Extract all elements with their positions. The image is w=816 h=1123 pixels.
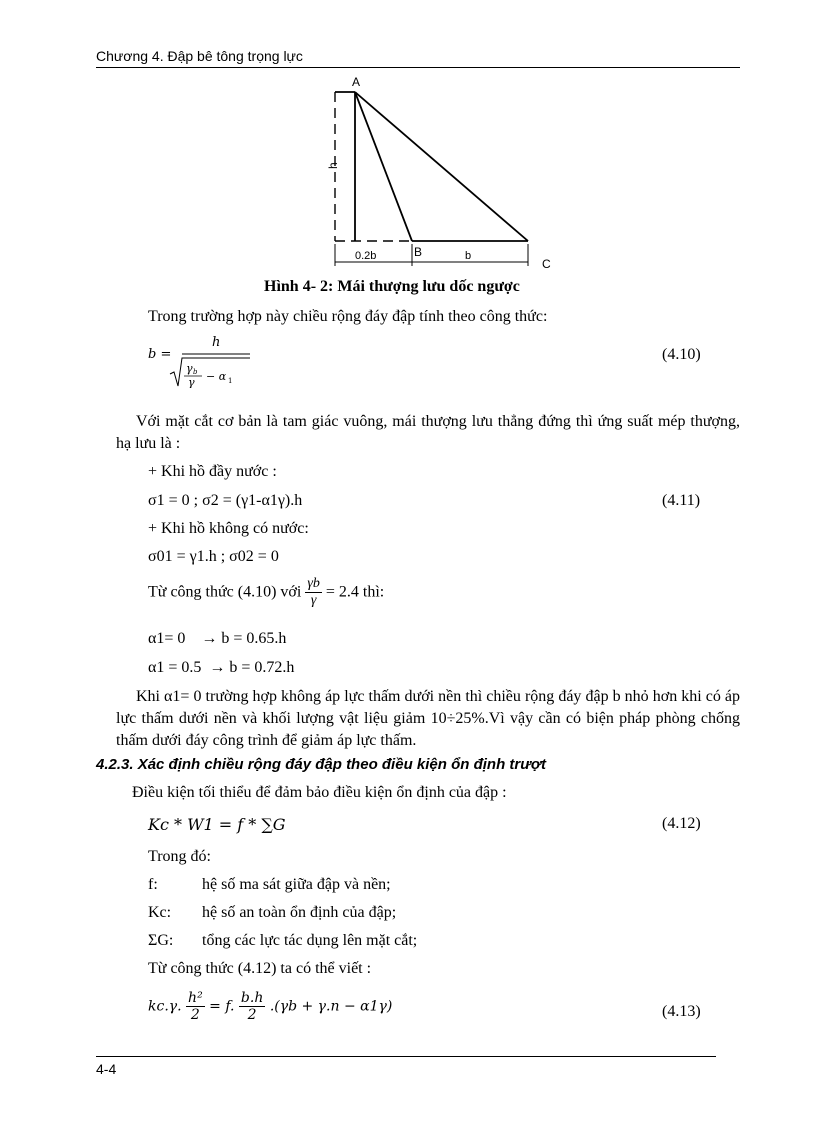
header-rule xyxy=(96,67,740,68)
case-full-reservoir: + Khi hồ đầy nước : xyxy=(148,463,277,480)
svg-text:b: b xyxy=(193,368,198,376)
section-heading: 4.2.3. Xác định chiều rộng đáy đập theo điều kiện ổn định trượt xyxy=(96,756,546,773)
dam-cross-section-figure xyxy=(320,74,560,274)
gamma-ratio: $\frac{\gamma b}{\gamma}$ xyxy=(307,576,320,608)
from-formula-pre: Từ công thức (4.10) với xyxy=(148,583,302,601)
def-desc: hệ số an toàn ổn định của đập; xyxy=(202,904,397,921)
paragraph-4: Điều kiện tối thiểu để đảm bảo điều kiện ổn định của đập : xyxy=(132,784,507,801)
equation-empty: σ01 = γ1.h ; σ02 = 0 xyxy=(148,548,279,565)
svg-text:− α: − α xyxy=(206,370,227,383)
page-header: Chương 4. Đập bê tông trọng lực xyxy=(96,48,303,64)
def-desc: hệ số ma sát giữa đập và nền; xyxy=(202,876,391,893)
label-a: A xyxy=(352,75,361,89)
def-term: Kc: xyxy=(148,904,172,921)
label-h: h xyxy=(326,162,340,169)
line-a-c xyxy=(355,92,528,241)
equation-4-10 xyxy=(148,332,268,393)
from-formula-4-10 xyxy=(148,576,384,609)
equation-4-12-ref: (4.12) xyxy=(662,815,701,832)
where-label: Trong đó: xyxy=(148,848,211,865)
def-desc: tổng các lực tác dụng lên mặt cắt; xyxy=(202,932,418,949)
paragraph-2: Với mặt cắt cơ bản là tam giác vuông, mái thượng lưu thẳng đứng thì ứng suất mép thượng, hạ lưu là : xyxy=(116,413,740,452)
label-0-2b: 0.2b xyxy=(355,250,377,262)
figure-caption: Hình 4- 2: Mái thượng lưu dốc ngược xyxy=(264,278,520,295)
equation-4-11: σ1 = 0 ; σ2 = (γ1-α1γ).h xyxy=(148,492,303,509)
page-number: 4-4 xyxy=(96,1061,117,1077)
equation-4-10-ref: (4.10) xyxy=(662,346,701,363)
equation-4-10-formula xyxy=(148,332,268,388)
svg-text:b =: b = xyxy=(148,347,172,362)
svg-text:γ: γ xyxy=(186,362,193,375)
definition-sum-g xyxy=(148,932,417,950)
case-empty-reservoir: + Khi hồ không có nước: xyxy=(148,520,309,537)
equation-4-13-ref: (4.13) xyxy=(662,1003,701,1020)
equation-4-11-ref: (4.11) xyxy=(662,492,701,509)
paragraph-5: Từ công thức (4.12) ta có thể viết : xyxy=(148,960,372,977)
def-term: ΣG: xyxy=(148,932,174,949)
label-b-dim: b xyxy=(465,250,472,262)
definition-f xyxy=(148,876,391,894)
footer-rule xyxy=(96,1056,716,1057)
svg-text:γ: γ xyxy=(188,376,195,388)
label-b: B xyxy=(414,245,423,259)
svg-text:h: h xyxy=(212,335,221,350)
equation-4-13: kc.γ. $\frac{\text{h²}}{2}$ = f. $\frac{b.h}{2}$ .(γb + γ.n − α1γ) xyxy=(148,990,393,1023)
equation-4-12: Kc * W1 = f * ∑G xyxy=(148,815,286,834)
def-term: f: xyxy=(148,876,158,893)
paragraph-1: Trong trường hợp này chiều rộng đáy đập tính theo công thức: xyxy=(148,308,548,325)
line-a-b xyxy=(355,92,412,241)
result-alpha-0-5: α1 = 0.5 → b = 0.72.h xyxy=(148,659,295,676)
from-formula-post: = 2.4 thì: xyxy=(325,583,385,601)
paragraph-3: Khi α1= 0 trường hợp không áp lực thấm dưới nền thì chiều rộng đáy đập b nhỏ hơn khi có áp lực thấm dưới nền và khối lượng vật liệu giảm 10÷25%.Vì vậy cần có biện pháp phòng chống thấm dưới đáy công trình để giảm áp lực thấm. xyxy=(116,688,740,749)
result-alpha-0: α1= 0 → b = 0.65.h xyxy=(148,630,287,647)
definition-kc xyxy=(148,904,396,922)
label-c: C xyxy=(542,257,551,271)
svg-text:1: 1 xyxy=(228,377,233,385)
